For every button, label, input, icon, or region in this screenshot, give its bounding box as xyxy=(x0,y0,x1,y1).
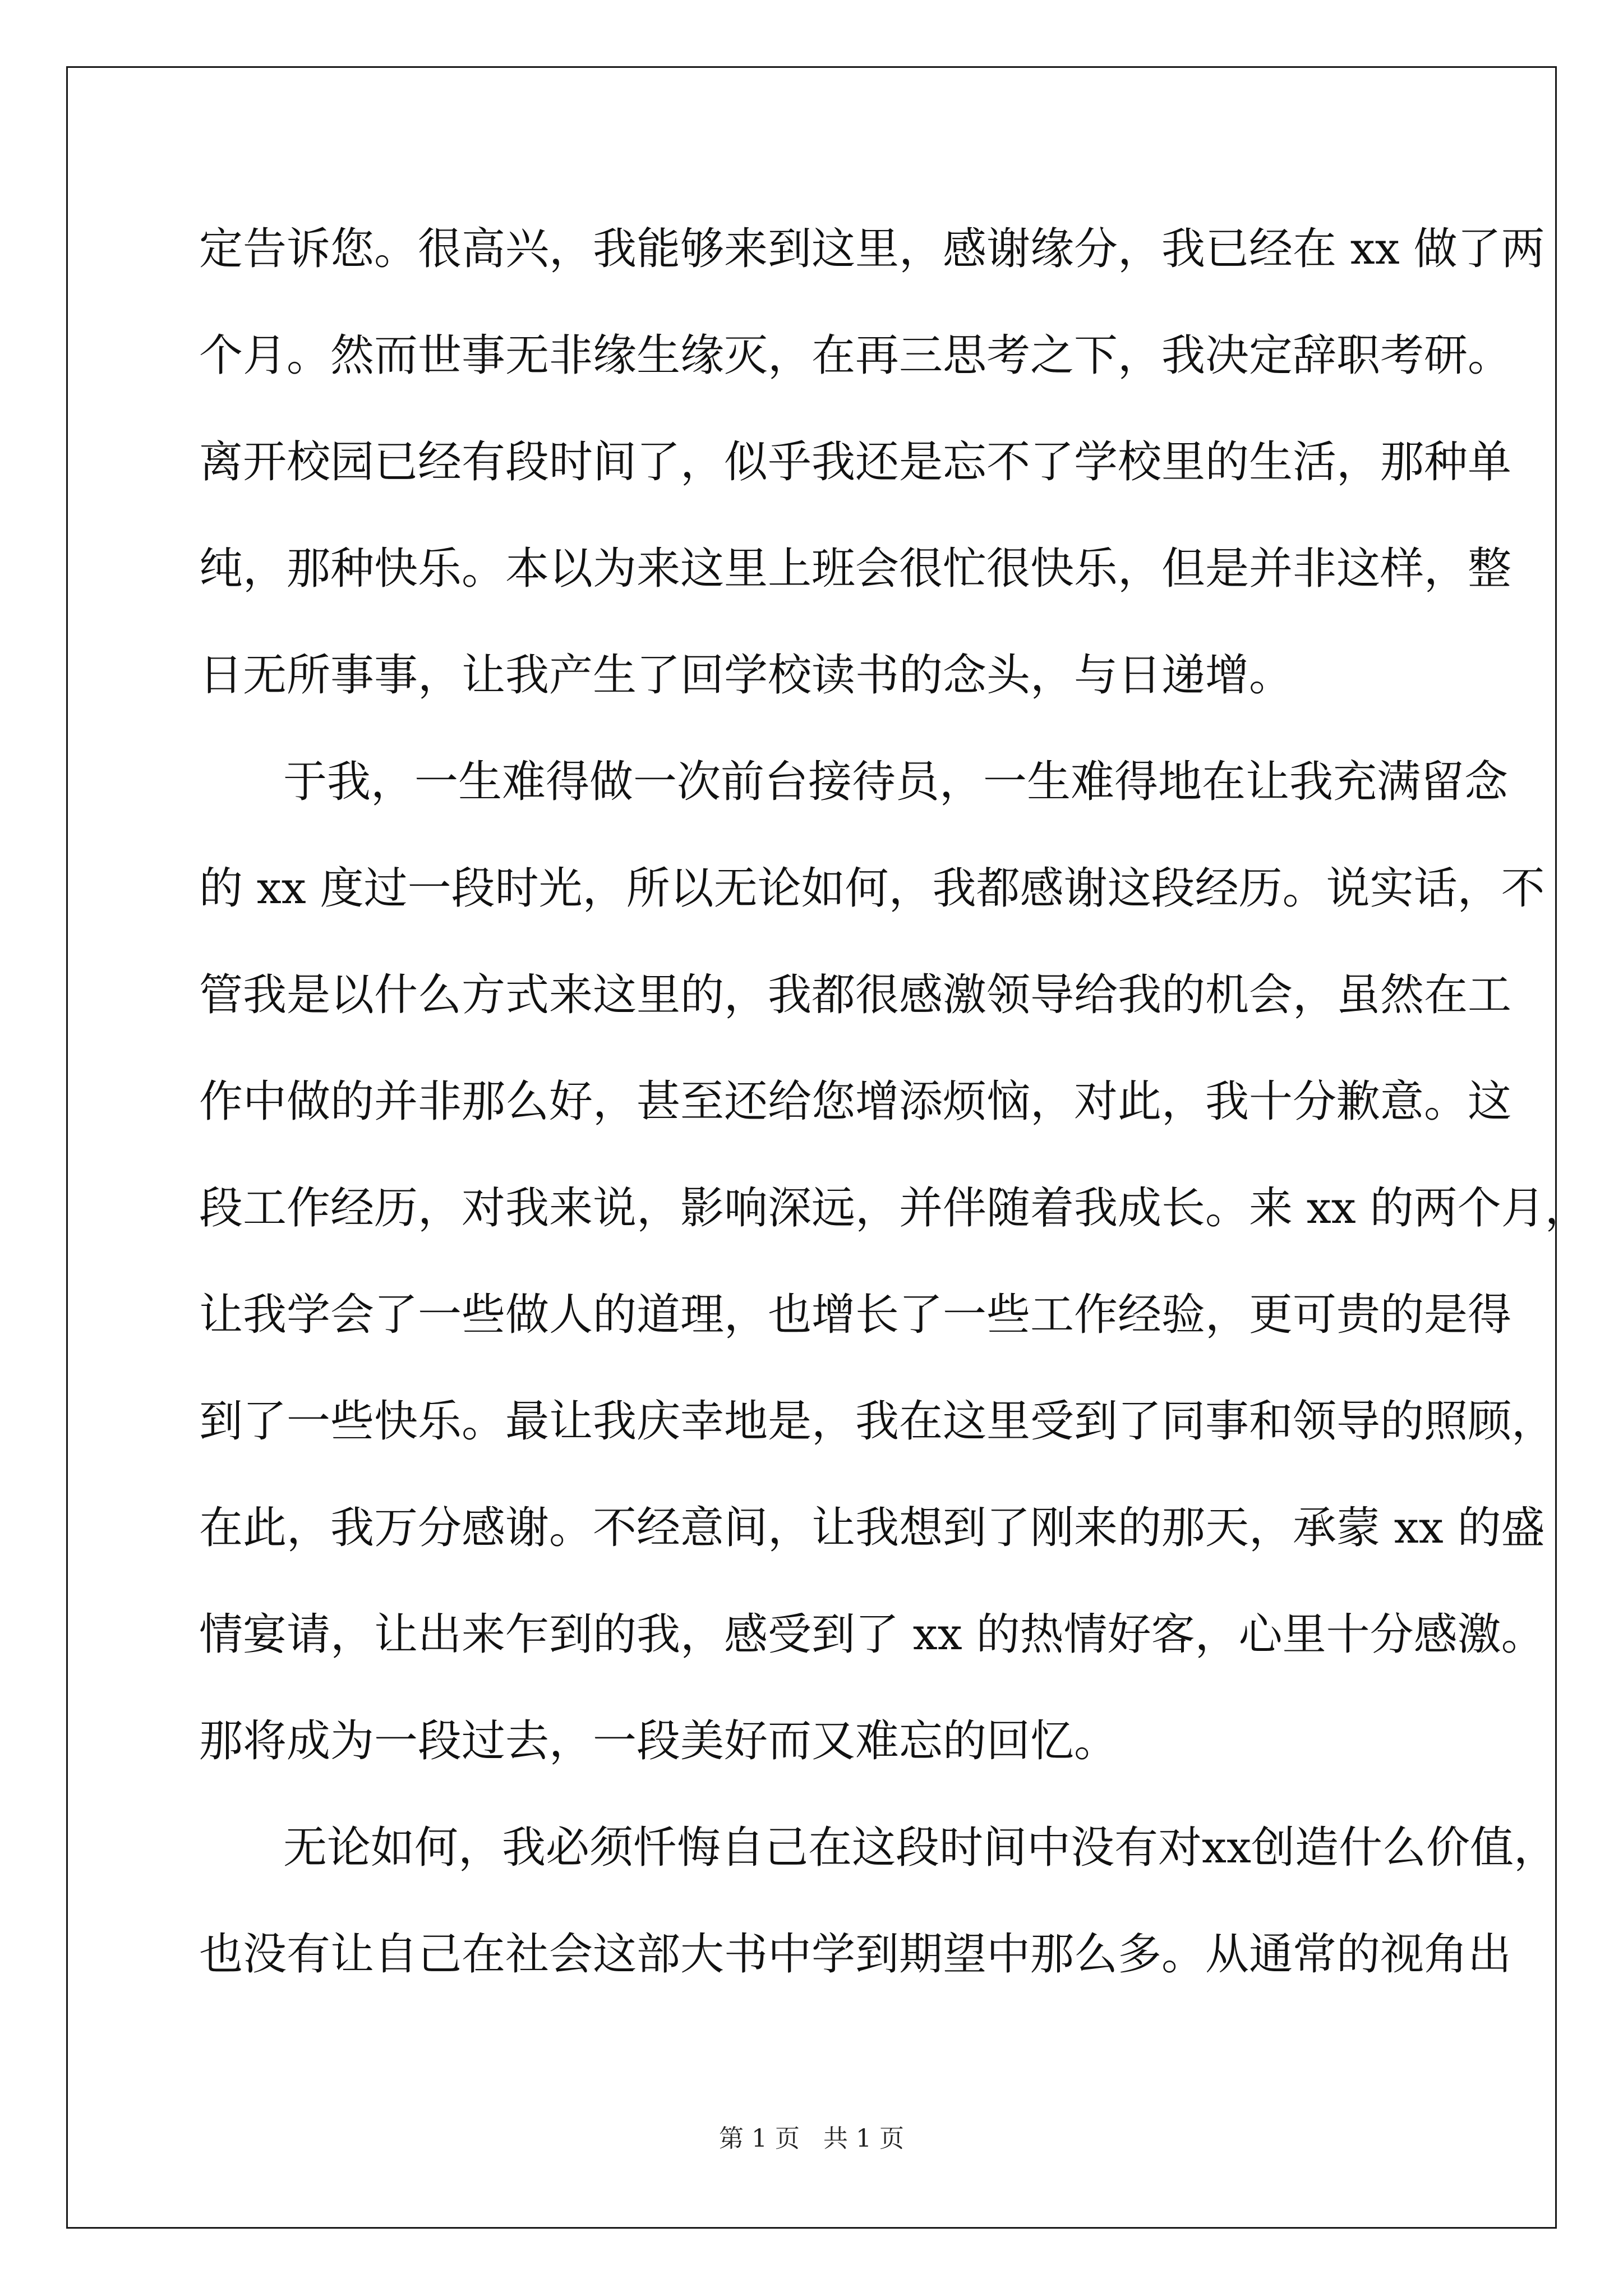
text-line: 也没有让自己在社会这部大书中学到期望中那么多。从通常的视角出 xyxy=(199,1929,1512,1980)
text-line: 管我是以什么方式来这里的，我都很感激领导给我的机会，虽然在工 xyxy=(199,970,1512,1020)
text-line: 那将成为一段过去，一段美好而又难忘的回忆。 xyxy=(199,1716,1118,1766)
text-line: 无论如何，我必须忏悔自己在这段时间中没有对xx创造什么价值， xyxy=(283,1823,1557,1873)
text-line: 到了一些快乐。最让我庆幸地是，我在这里受到了同事和领导的照顾， xyxy=(199,1396,1556,1447)
text-line: 的 xx 度过一段时光，所以无论如何，我都感谢这段经历。说实话，不 xyxy=(199,863,1545,914)
text-line: 于我，一生难得做一次前台接待员，一生难得地在让我充满留念 xyxy=(283,757,1509,807)
page-footer: 第 1 页 共 1 页 xyxy=(719,2124,904,2153)
text-line: 纯，那种快乐。本以为来这里上班会很忙很快乐，但是并非这样，整 xyxy=(199,544,1512,594)
text-line: 情宴请，让出来乍到的我，感受到了 xx 的热情好客，心里十分感激。 xyxy=(199,1609,1545,1660)
text-line: 日无所事事，让我产生了回学校读书的念头，与日递增。 xyxy=(199,650,1293,701)
text-line: 段工作经历，对我来说，影响深远，并伴随着我成长。来 xx 的两个月， xyxy=(199,1183,1589,1234)
text-line: 定告诉您。很高兴，我能够来到这里，感谢缘分，我已经在 xx 做了两 xyxy=(199,224,1545,274)
text-line: 让我学会了一些做人的道理，也增长了一些工作经验，更可贵的是得 xyxy=(199,1290,1512,1340)
text-line: 在此，我万分感谢。不经意间，让我想到了刚来的那天，承蒙 xx 的盛 xyxy=(199,1503,1545,1553)
text-line: 离开校园已经有段时间了，似乎我还是忘不了学校里的生活，那种单 xyxy=(199,437,1512,487)
text-line: 个月。然而世事无非缘生缘灭，在再三思考之下，我决定辞职考研。 xyxy=(199,330,1512,381)
text-line: 作中做的并非那么好，甚至还给您增添烦恼，对此，我十分歉意。这 xyxy=(199,1076,1512,1127)
document-body xyxy=(199,216,1589,2028)
